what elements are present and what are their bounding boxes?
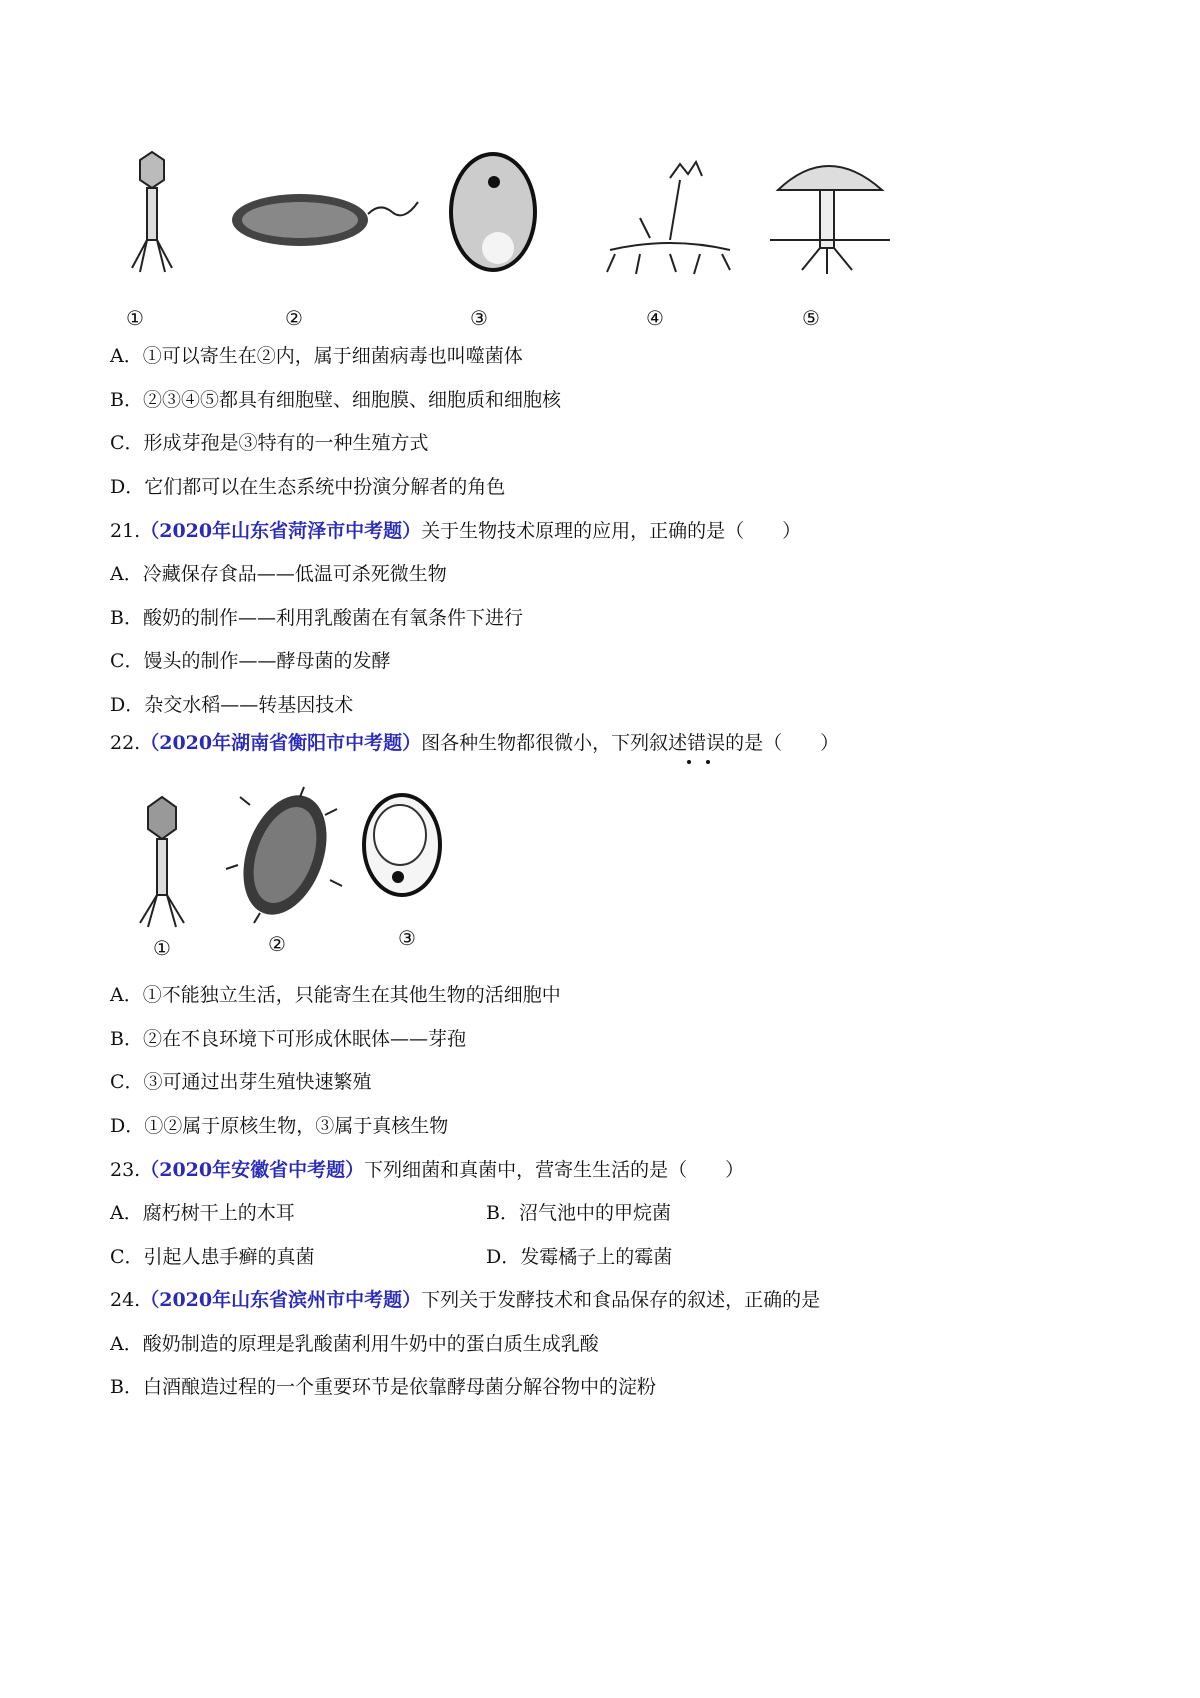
- q22-option-a: A．①不能独立生活，只能寄生在其他生物的活细胞中: [110, 984, 561, 1006]
- q22-stem-line: [110, 730, 839, 756]
- q22-option-b: B．②在不良环境下可形成休眠体——芽孢: [110, 1028, 466, 1050]
- mushroom-drawing: [770, 166, 890, 274]
- figure-1-label-2: ②: [285, 306, 303, 330]
- q22-number: 22.: [110, 732, 141, 754]
- q20-option-d: D．它们都可以在生态系统中扮演分解者的角色: [110, 476, 506, 498]
- q24-stem-line: [110, 1287, 820, 1313]
- q20-option-c: C．形成芽孢是③特有的一种生殖方式: [110, 432, 429, 454]
- q20-option-b: B．②③④⑤都具有细胞壁、细胞膜、细胞质和细胞核: [110, 389, 561, 411]
- q23-stem: 下列细菌和真菌中，营寄生生活的是（ ）: [364, 1159, 745, 1181]
- yeast-drawing: [451, 154, 535, 270]
- q21-stem: 关于生物技术原理的应用，正确的是（ ）: [421, 520, 802, 542]
- emphasis-dots: [684, 758, 714, 766]
- q23-option-b: B．沼气池中的甲烷菌: [486, 1202, 671, 1224]
- q23-option-a: A．腐朽树干上的木耳: [110, 1202, 295, 1224]
- q23-source: （2020年安徽省中考题）: [140, 1159, 365, 1181]
- figure-2-label-2: ②: [268, 932, 286, 956]
- bacteriophage-drawing-2: [140, 797, 184, 927]
- q21-source: （2020年山东省菏泽市中考题）: [140, 520, 422, 542]
- q22-stem: 图各种生物都很微小，下列叙述错误的是（ ）: [421, 732, 840, 754]
- q23-stem-line: [110, 1157, 744, 1183]
- q21-option-d: D．杂交水稻——转基因技术: [110, 694, 354, 716]
- q22-option-d: D．①②属于原核生物，③属于真核生物: [110, 1115, 449, 1137]
- q23-option-c: C．引起人患手癣的真菌: [110, 1246, 315, 1268]
- figure-1-label-5: ⑤: [802, 306, 820, 330]
- figure-2-drawing: [120, 785, 460, 945]
- q24-source: （2020年山东省滨州市中考题）: [140, 1289, 422, 1311]
- q23-number: 23.: [110, 1159, 141, 1181]
- q24-option-b: B．白酒酿造过程的一个重要环节是依靠酵母菌分解谷物中的淀粉: [110, 1376, 656, 1398]
- bacterium-drawing: [232, 194, 418, 246]
- q24-stem: 下列关于发酵技术和食品保存的叙述，正确的是: [421, 1289, 821, 1311]
- bacterium-drawing-2: [226, 785, 342, 926]
- figure-microorganisms-2: [120, 785, 460, 945]
- mold-drawing: [607, 162, 730, 274]
- q20-option-a: A．①可以寄生在②内，属于细菌病毒也叫噬菌体: [110, 345, 523, 367]
- figure-1-label-1: ①: [126, 306, 144, 330]
- q21-option-a: A．冷藏保存食品——低温可杀死微生物: [110, 563, 447, 585]
- q24-option-a: A．酸奶制造的原理是乳酸菌利用牛奶中的蛋白质生成乳酸: [110, 1333, 599, 1355]
- figure-2-label-3: ③: [398, 926, 416, 950]
- q22-source: （2020年湖南省衡阳市中考题）: [140, 732, 422, 754]
- figure-1-label-3: ③: [470, 306, 488, 330]
- q21-stem-line: [110, 518, 801, 544]
- q22-option-c: C．③可通过出芽生殖快速繁殖: [110, 1071, 372, 1093]
- q21-option-c: C．馒头的制作——酵母菌的发酵: [110, 650, 391, 672]
- q21-option-b: B．酸奶的制作——利用乳酸菌在有氧条件下进行: [110, 607, 523, 629]
- figure-1-label-4: ④: [646, 306, 664, 330]
- figure-2-label-1: ①: [153, 936, 171, 960]
- bacteriophage-drawing: [132, 152, 172, 272]
- q24-number: 24.: [110, 1289, 141, 1311]
- q23-option-d: D．发霉橘子上的霉菌: [486, 1246, 673, 1268]
- q21-number: 21.: [110, 520, 141, 542]
- yeast-drawing-2: [364, 795, 440, 895]
